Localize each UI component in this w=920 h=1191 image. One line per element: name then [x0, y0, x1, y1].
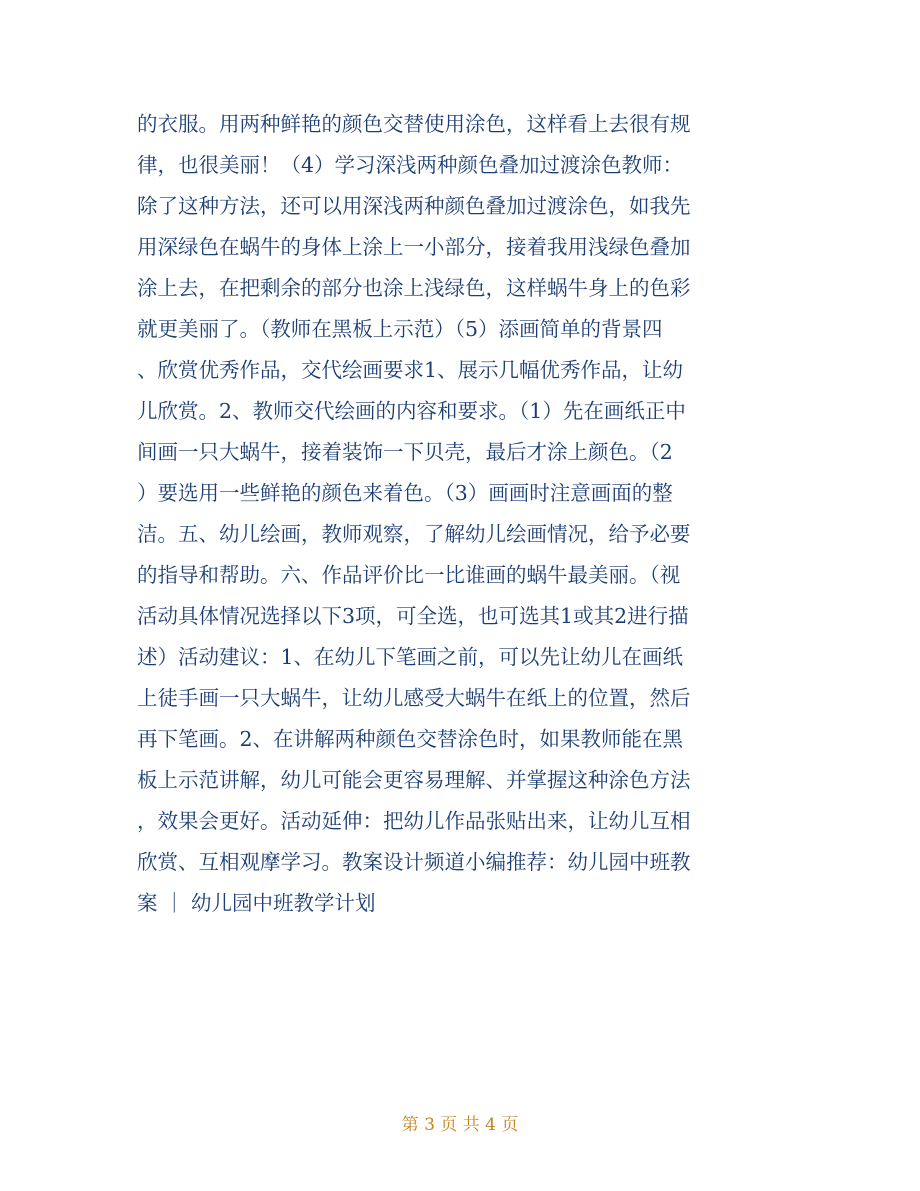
text-line: 述）活动建议：1、在幼儿下笔画之前，可以先让幼儿在画纸	[137, 645, 684, 669]
text-line: 除了这种方法，还可以用深浅两种颜色叠加过渡涂色，如我先	[137, 194, 691, 218]
text-line: 活动具体情况选择以下3项，可全选，也可选其1或其2进行描	[137, 604, 689, 628]
text-line: 用深绿色在蜗牛的身体上涂上一小部分，接着我用浅绿色叠加	[137, 235, 691, 259]
text-line: ）要选用一些鲜艳的颜色来着色。（3）画画时注意画面的整	[137, 481, 673, 505]
text-line: 板上示范讲解，幼儿可能会更容易理解、并掌握这种涂色方法	[137, 768, 691, 792]
text-line: 律，也很美丽！（4）学习深浅两种颜色叠加过渡涂色教师：	[137, 153, 684, 177]
text-line: 欣赏、互相观摩学习。教案设计频道小编推荐：幼儿园中班教	[137, 850, 691, 874]
text-line: 再下笔画。2、在讲解两种颜色交替涂色时，如果教师能在黑	[137, 727, 684, 751]
text-line: 案 ｜ 幼儿园中班教学计划	[137, 891, 376, 915]
text-line: 、欣赏优秀作品，交代绘画要求1、展示几幅优秀作品，让幼	[137, 358, 684, 382]
text-line: 上徒手画一只大蜗牛，让幼儿感受大蜗牛在纸上的位置，然后	[137, 686, 691, 710]
text-line: ，效果会更好。活动延伸：把幼儿作品张贴出来，让幼儿互相	[137, 809, 691, 833]
text-line: 间画一只大蜗牛，接着装饰一下贝壳，最后才涂上颜色。（2	[137, 440, 673, 464]
document-body	[137, 104, 787, 924]
page-number-footer: 第 3 页 共 4 页	[401, 1115, 519, 1135]
text-line: 儿欣赏。2、教师交代绘画的内容和要求。（1）先在画纸正中	[137, 399, 686, 423]
text-line: 的指导和帮助。六、作品评价比一比谁画的蜗牛最美丽。（视	[137, 563, 681, 587]
text-line: 就更美丽了。（教师在黑板上示范）（5）添画简单的背景四	[137, 317, 663, 341]
text-line: 洁。五、幼儿绘画，教师观察，了解幼儿绘画情况，给予必要	[137, 522, 691, 546]
text-line: 涂上去，在把剩余的部分也涂上浅绿色，这样蜗牛身上的色彩	[137, 276, 691, 300]
text-line: 的衣服。用两种鲜艳的颜色交替使用涂色，这样看上去很有规	[137, 112, 691, 136]
